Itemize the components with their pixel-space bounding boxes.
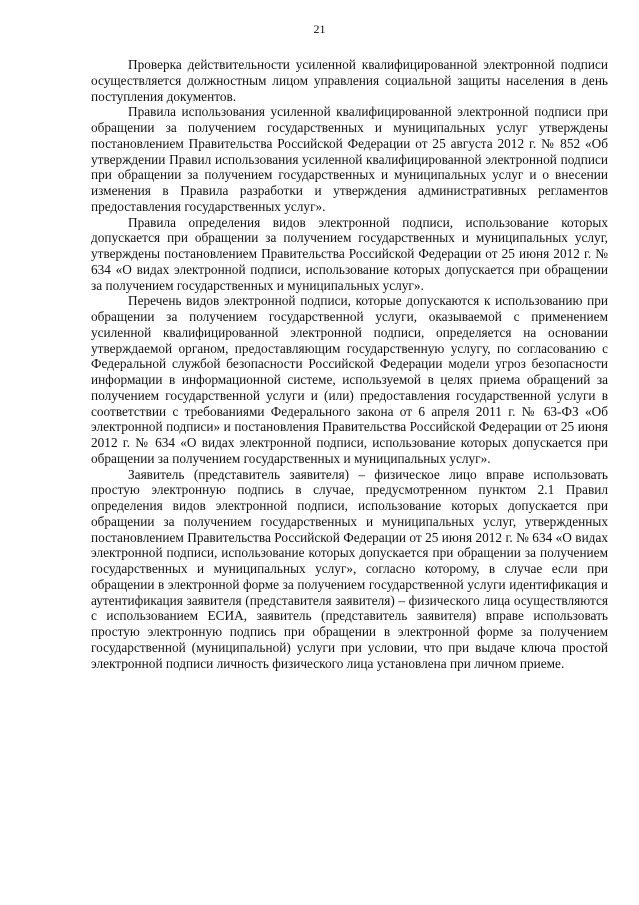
paragraph-qualified-signature-rules: Правила использования усиленной квалифицированной электронной подписи при обращении за получением государственных и муниципальных услуг утверждены постановлением Правительства Российской Федерации от 25 августа 2012 г. № 852 «Об утверждении Правил использования усиленной квалифицированной электронной подписи при обращении за получением государственных и муниципальных услуг и о внесении изменения в Правила разработки и утверждения административных регламентов предоставления государственных услуг». — [91, 104, 608, 214]
paragraph-signature-types-rules: Правила определения видов электронной подписи, использование которых допускается при обращении за получением государственных и муниципальных услуг, утверждены постановлением Правительства Российской Федерации от 25 июня 2012 г. № 634 «О видах электронной подписи, использование которых допускается при обращении за получением государственных и муниципальных услуг». — [91, 214, 608, 293]
paragraph-signature-verification: Проверка действительности усиленной квалифицированной электронной подписи осуществляется должностным лицом управления социальной защиты населения в день поступления документов. — [91, 57, 608, 104]
document-body — [91, 57, 608, 671]
paragraph-simple-signature-applicant: Заявитель (представитель заявителя) – физическое лицо вправе использовать простую электронную подпись в случае, предусмотренном пунктом 2.1 Правил определения видов электронной подписи, использование которых допускается при обращении за получением государственных и муниципальных услуг, утвержденных постановлением Правительства Российской Федерации от 25 июня 2012 г. № 634 «О видах электронной подписи, использование которых допускается при обращении за получением государственных и муниципальных услуг», согласно которому, в случае если при обращении в электронной форме за получением государственной услуги идентификация и аутентификация заявителя (представителя заявителя) – физического лица осуществляются с использованием ЕСИА, заявитель (представитель заявителя) вправе использовать простую электронную подпись при обращении в электронной форме за получением государственной (муниципальной) услуги при условии, что при выдаче ключа простой электронной подписи личность физического лица установлена при личном приеме. — [91, 466, 608, 671]
page-number: 21 — [313, 22, 326, 36]
paragraph-signature-types-list: Перечень видов электронной подписи, которые допускаются к использованию при обращении за получением государственной услуги, оказываемой с применением усиленной квалифицированной электронной подписи, определяется на основании утверждаемой органом, предоставляющим государственную услугу, по согласованию с Федеральной службой безопасности Российской Федерации модели угроз безопасности информации в информационной системе, используемой в целях приема обращений за получением государственной услуги и (или) предоставления государственной услуги в соответствии с требованиями Федерального закона от 6 апреля 2011 г. № 63-ФЗ «Об электронной подписи» и постановления Правительства Российской Федерации от 25 июня 2012 г. № 634 «О видах электронной подписи, использование которых допускается при обращении за получением государственных и муниципальных услуг». — [91, 293, 608, 466]
